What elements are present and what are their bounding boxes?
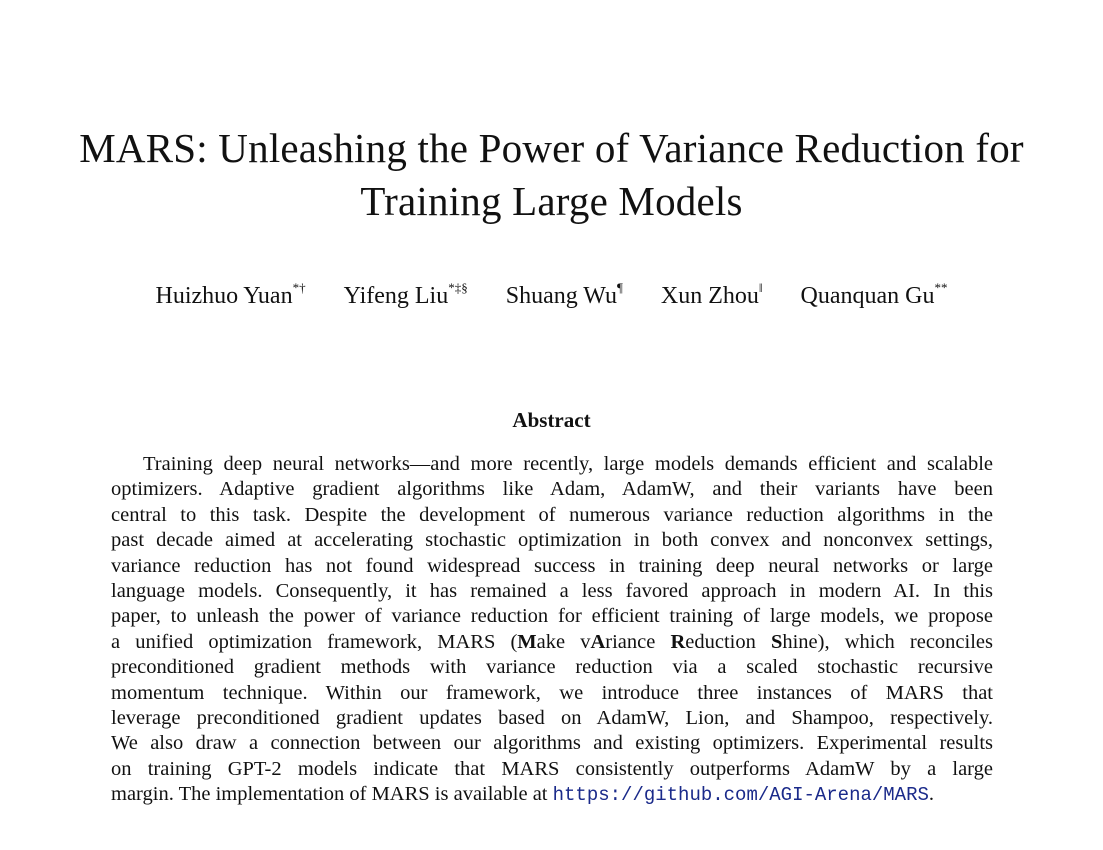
author-affiliation-marks: ¶ [617,280,623,295]
abstract-line: preconditioned gradient methods with variance reduction via a scaled stochastic recursive [111,656,993,679]
abstract-line: momentum technique. Within our framework, we introduce three instances of MARS that [111,681,993,704]
author-name: Quanquan Gu [800,283,935,309]
author [661,280,763,312]
author [155,280,305,312]
acronym-letter: S [770,630,783,653]
author-name: Xun Zhou [660,283,759,309]
author-affiliation-marks: *† [292,280,306,295]
author-name: Shuang Wu [505,283,617,309]
text-span: . [928,783,935,806]
text-span: hine), which reconciles [782,630,993,653]
abstract-line: We also draw a connection between our algorithms and existing optimizers. Experimental results [111,732,993,755]
abstract-heading: Abstract [512,408,591,432]
abstract-line: Training deep neural networks—and more recently, large models demands efficient and scalable [143,453,993,475]
abstract-line: past decade aimed at accelerating stochastic optimization in both convex and nonconvex settings, [111,529,993,552]
text-span: margin. The implementation of MARS is available at [111,783,553,806]
github-link[interactable]: https://github.com/AGI-Arena/MARS [552,784,929,807]
text-span: a unified optimization framework, MARS ( [111,630,518,653]
author-name: Huizhuo Yuan [155,283,293,309]
author [344,280,468,312]
acronym-letter: M [517,630,537,653]
abstract-line: leverage preconditioned gradient updates based on AdamW, Lion, and Shampoo, respectively. [111,707,993,730]
abstract-body [111,452,993,809]
abstract-line: optimizers. Adaptive gradient algorithms like Adam, AdamW, and their variants have been [111,478,993,501]
text-span: eduction [685,630,771,653]
text-span: riance [605,630,671,653]
abstract-line: variance reduction has not found widespread success in training deep neural networks or large [111,554,993,577]
abstract-line: central to this task. Despite the development of numerous variance reduction algorithms in the [111,503,993,526]
title-line-2: Training Large Models [360,178,743,224]
abstract-line: language models. Consequently, it has remained a less favored approach in modern AI. In this [111,580,993,603]
text-span: ake v [536,630,591,653]
abstract-line: on training GPT-2 models indicate that MARS consistently outperforms AdamW by a large [111,757,993,780]
abstract-line-mars-acronym [111,630,993,655]
abstract-line: paper, to unleash the power of variance reduction for efficient training of large models, we propose [111,605,993,628]
title-line-1: MARS: Unleashing the Power of Variance Reduction for [79,125,1024,171]
abstract-line-last [111,782,993,808]
author-name: Yifeng Liu [343,283,449,309]
author-affiliation-marks: *‡§ [448,280,468,295]
author-affiliation-marks: ** [934,280,948,295]
author-list [0,280,1103,312]
author [801,280,948,312]
paper-title [0,122,1103,228]
author-affiliation-marks: ‖ [758,280,763,295]
author [506,280,623,312]
acronym-letter: A [590,630,606,653]
acronym-letter: R [670,630,686,653]
